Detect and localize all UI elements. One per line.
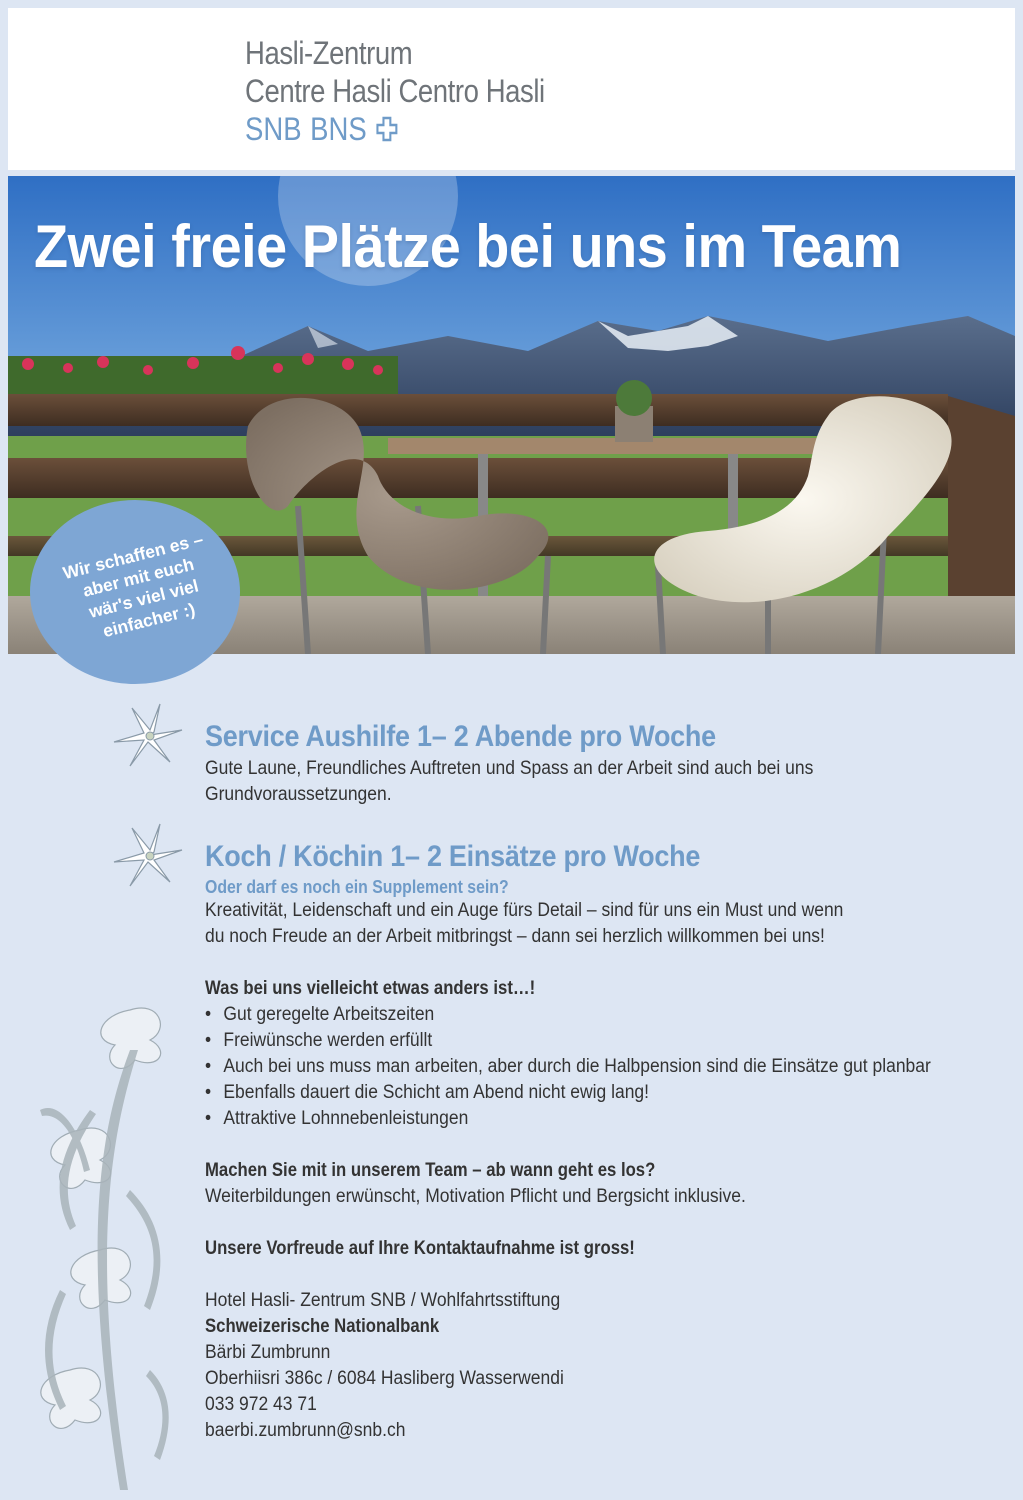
- contact-phone[interactable]: 033 972 43 71: [205, 1394, 317, 1415]
- header: [8, 8, 1015, 170]
- hero-title: Zwei freie Plätze bei uns im Team: [34, 213, 902, 280]
- logo-line-2: Centre Hasli Centro Hasli: [245, 73, 545, 109]
- badge-text: Wir schaffen es – aber mit euch wär's viel viel einfacher :): [60, 528, 206, 642]
- logo: [245, 34, 594, 148]
- edelweiss-branch-decoration: [20, 990, 190, 1500]
- job-koch-line-2: du noch Freude an der Arbeit mitbringst – dann sei herzlich willkommen bei uns!: [205, 926, 825, 947]
- job-service-line-1: Gute Laune, Freundliches Auftreten und Spass an der Arbeit sind auch bei uns: [205, 758, 814, 779]
- edelweiss-icon: [110, 700, 190, 770]
- join-text: Weiterbildungen erwünscht, Motivation Pflicht und Bergsicht inklusive.: [205, 1186, 746, 1207]
- logo-bns: BNS: [310, 111, 367, 147]
- contact-name: Bärbi Zumbrunn: [205, 1342, 331, 1363]
- list-item: • Auch bei uns muss man arbeiten, aber durch die Halbpension sind die Einsätze gut planbar: [205, 1054, 941, 1080]
- logo-snb: SNB: [245, 111, 302, 147]
- job-title-service: Service Aushilfe 1– 2 Abende pro Woche: [205, 720, 716, 753]
- benefits-list: [205, 1002, 1005, 1132]
- contact-email[interactable]: baerbi.zumbrunn@snb.ch: [205, 1420, 406, 1441]
- contact-address: Oberhiisri 386c / 6084 Hasliberg Wasserwendi: [205, 1368, 564, 1389]
- list-item: • Attraktive Lohnnebenleistungen: [205, 1106, 941, 1132]
- contact-line-2: Schweizerische Nationalbank: [205, 1316, 440, 1337]
- job-service-line-2: Grundvoraussetzungen.: [205, 784, 392, 805]
- logo-line-3: [245, 110, 545, 148]
- list-item: • Ebenfalls dauert die Schicht am Abend nicht ewig lang!: [205, 1080, 941, 1106]
- edelweiss-icon-2: [110, 820, 190, 890]
- logo-line-1: Hasli-Zentrum: [245, 35, 413, 71]
- job-koch-subtitle: Oder darf es noch ein Supplement sein?: [205, 877, 509, 897]
- contact-line-1: Hotel Hasli- Zentrum SNB / Wohlfahrtsstiftung: [205, 1290, 561, 1311]
- different-heading: Was bei uns vielleicht etwas anders ist…!: [205, 978, 536, 999]
- closing-text: Unsere Vorfreude auf Ihre Kontaktaufnahme ist gross!: [205, 1238, 635, 1259]
- job-koch-line-1: Kreativität, Leidenschaft und ein Auge fürs Detail – sind für uns ein Must und wenn: [205, 900, 844, 921]
- swiss-cross-icon: [375, 116, 397, 142]
- job-title-koch: Koch / Köchin 1– 2 Einsätze pro Woche: [205, 840, 701, 873]
- join-heading: Machen Sie mit in unserem Team – ab wann geht es los?: [205, 1160, 656, 1181]
- list-item: • Gut geregelte Arbeitszeiten: [205, 1002, 941, 1028]
- content: [205, 718, 1005, 1444]
- badge-circle: [30, 500, 240, 684]
- list-item: • Freiwünsche werden erfüllt: [205, 1028, 941, 1054]
